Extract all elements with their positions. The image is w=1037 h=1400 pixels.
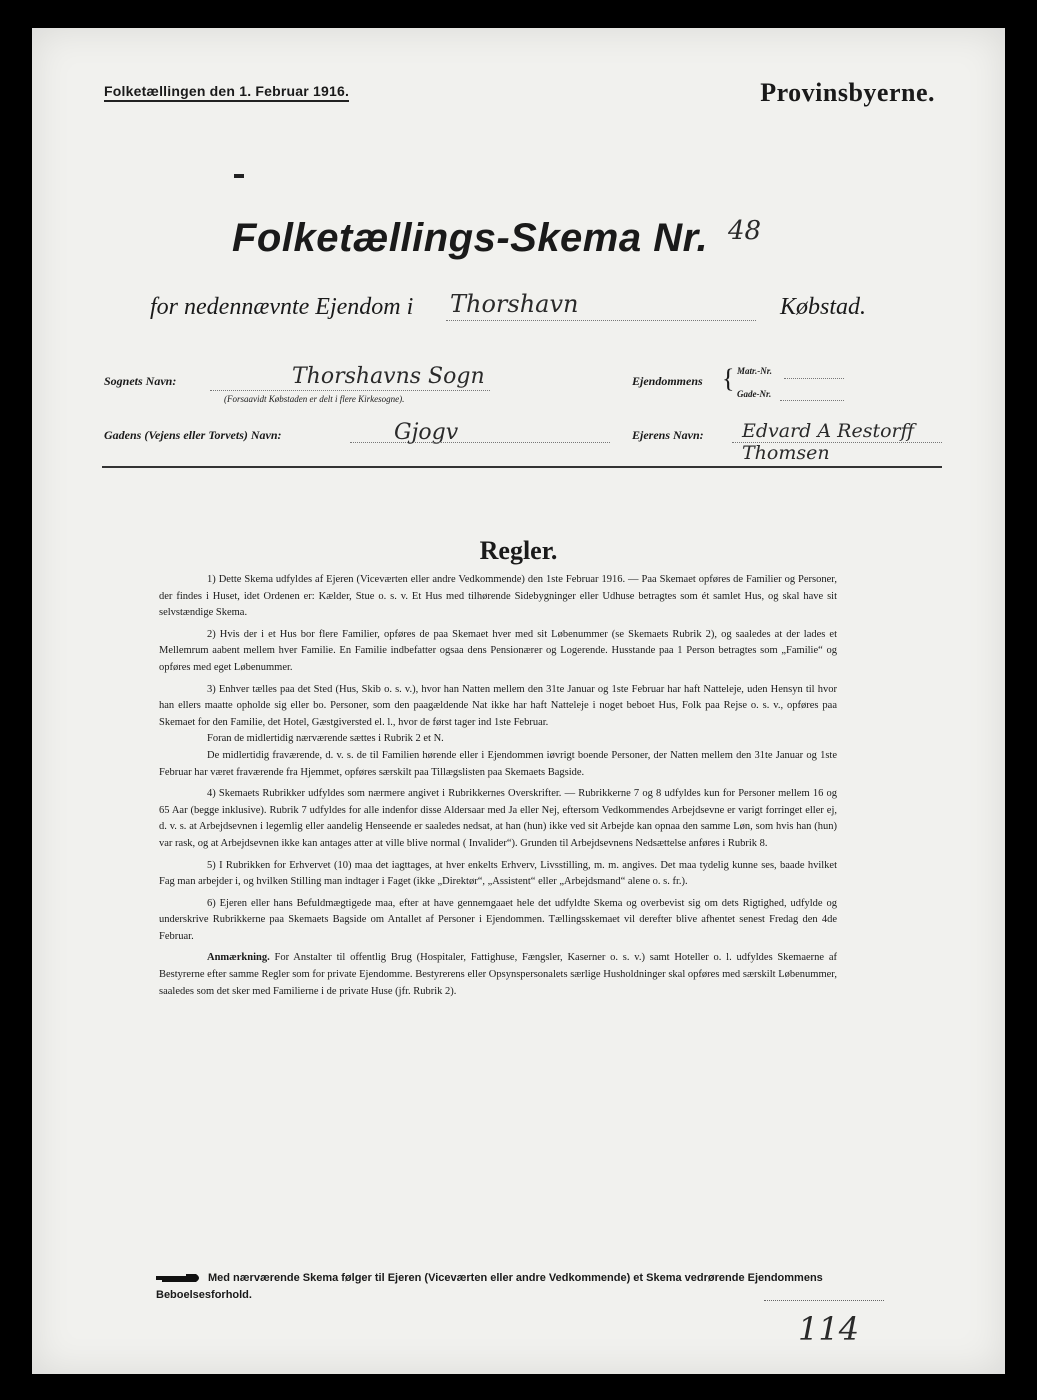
sogn-note: (Forsaavidt Købstaden er delt i flere Kirkesogne).: [224, 394, 405, 404]
form-number: 48: [728, 216, 762, 246]
census-form-page: [32, 28, 1005, 1374]
sogn-dotted-line: [210, 390, 490, 391]
remark-label: Anmærkning.: [207, 952, 270, 964]
subtitle-suffix: Købstad.: [780, 294, 867, 320]
sogn-value: Thorshavns Sogn: [292, 364, 485, 389]
ejendom-label: Ejendommens: [632, 374, 703, 388]
footer-text: Med nærværende Skema følger til Ejeren (Viceværten eller andre Vedkommende) et Skema vedrørende Ejendommens Beboelsesforhold.: [156, 1272, 823, 1301]
brace-mark: {: [722, 364, 735, 393]
rule-3-temporary-absent: De midlertidig fraværende, d. v. s. de til Familien hørende eller i Ejendommen iøvrigt boende Personer, der Natten mellem den 31te Januar og 1ste Februar har været fraværende fra Hjemmet, opføres særskilt paa Tillægslisten paa Skemaets Bagside.: [159, 749, 837, 778]
ink-mark: [234, 174, 244, 178]
form-title: Folketællings-Skema Nr.: [232, 216, 709, 260]
rule-1: 1) Dette Skema udfyldes af Ejeren (Viceværten eller andre Vedkommende) den 1ste Februar 1916. — Paa Skemaet opføres de Familier og Personer, der findes i Huset, idet Ordenen er: Kælder, Stue o. s. v. Et Hus med tilhørende Sidebygninger eller Udhuse betragtes som ét samlet Hus, og skal have sit selvstændige Skema.: [159, 574, 837, 619]
remark-text: For Anstalter til offentlig Brug (Hospitaler, Fattighuse, Fængsler, Kaserner o. s. v.) samt Hoteller o. l. udfyldes Skemaerne af Bestyrerne efter samme Regler som for private Ejendomme. Bestyrerens eller Opsynspersonalets særlige Husholdninger skal opføres med særskilt Løbenummer, saaledes som det sker med Familierne i de private Huse (jfr. Rubrik 2).: [159, 952, 838, 997]
gade-dotted-line: [350, 442, 610, 443]
matr-nr-dotted-line: [784, 378, 844, 379]
ejer-dotted-line: [732, 442, 942, 443]
gade-nr-dotted-line: [780, 400, 844, 401]
sogn-label: Sognets Navn:: [104, 374, 177, 388]
gade-label: Gadens (Vejens eller Torvets) Navn:: [104, 428, 282, 442]
rules-heading: Regler.: [479, 536, 558, 565]
rule-2: 2) Hvis der i et Hus bor flere Familier, opføres de paa Skemaet hver med sit Løbenummer (se Skemaets Rubrik 2), og saaledes at der lades et Mellemrum aabent mellem hver Familie. En Familie indbefatter ogsaa dens Pensionærer og Logerende. Husstande paa 1 Person betragtes som „Familie“ og opføres med eget Løbenummer.: [159, 628, 837, 673]
footer-note: [156, 1270, 846, 1304]
remark: [159, 950, 837, 1000]
gade-value: Gjogv: [394, 420, 459, 445]
matr-nr-label: Matr.-Nr.: [737, 366, 773, 376]
town-name: Thorshavn: [450, 290, 579, 318]
rule-5: 5) I Rubrikken for Erhvervet (10) maa det iagttages, at hver enkelts Erhverv, Livsstilling, m. m. angives. Det maa tydelig kunne ses, baade hvilket Fag man arbejder i, og hvilken Stilling man indtager i Faget (ikke „Direktør“, „Assistent“ eller „Arbejdsmand“ alene o. s. fr.).: [159, 859, 837, 888]
subtitle-prefix: for nedennævnte Ejendom i: [150, 294, 414, 320]
pointing-hand-icon: [156, 1273, 202, 1283]
region-header: Provinsbyerne.: [760, 78, 935, 107]
ejer-label: Ejerens Navn:: [632, 428, 704, 442]
rule-3-temporary-present: Foran de midlertidig nærværende sættes i Rubrik 2 et N.: [207, 733, 444, 745]
rule-6: 6) Ejeren eller hans Befuldmægtigede maa, efter at have gennemgaaet hele det udfyldte Skema og overbevist sig om dets Rigtighed, udfylde og underskrive Rubrikkerne paa Skemaets Bagside om Antallet af Personer i Ejendommen. Tællingsskemaet vil derefter blive afhentet senest Fredag den 4de Februar.: [159, 897, 837, 942]
ejer-value: Edvard A Restorff Thomsen: [742, 420, 915, 464]
rules-body: [159, 572, 837, 1005]
page-number-line: [764, 1300, 884, 1301]
gade-nr-label: Gade-Nr.: [737, 389, 772, 399]
rule-4: 4) Skemaets Rubrikker udfyldes som nærmere angivet i Rubrikkernes Overskrifter. — Rubrikkerne 7 og 8 udfyldes kun for Personer mellem 16 og 65 Aar (begge inklusive). Rubrik 7 udfyldes for alle indenfor disse Aldersaar med Ja eller Nej, eftersom Vedkommendes Arbejdsevne er varigt forringet eller ej, d. v. s. at Arbejdsevnen i legemlig eller aandelig Henseende er saaledes nedsat, at han (hun) ikke ved sit Arbejde kan opnaa den samme Løn, som hvis han (hun) var rask, og at Arbejdsevnen ikke kan antages atter at ville blive normal ( Invalider“). Grunden til Arbejdsevnens Nedsættelse anføres i Rubrik 8.: [159, 788, 837, 849]
rule-3: 3) Enhver tælles paa det Sted (Hus, Skib o. s. v.), hvor han Natten mellem den 31te Januar og 1ste Februar har haft Natteleje, uden Hensyn til hvor han ellers maatte opholde sig eller bo. Personer, som den paagældende Nat ikke har haft Natteleje i noget beboet Hus, Folk paa Rejse o. s. v., opføres paa Skemaet for den Familie, det Hotel, Gæstgiversted el. l., hvor de først tager ind 1ste Februar.: [159, 683, 837, 728]
census-date-header: Folketællingen den 1. Februar 1916.: [104, 83, 349, 102]
page-number: 114: [798, 1310, 860, 1348]
section-divider: [102, 466, 942, 468]
town-dotted-line: [446, 320, 756, 321]
